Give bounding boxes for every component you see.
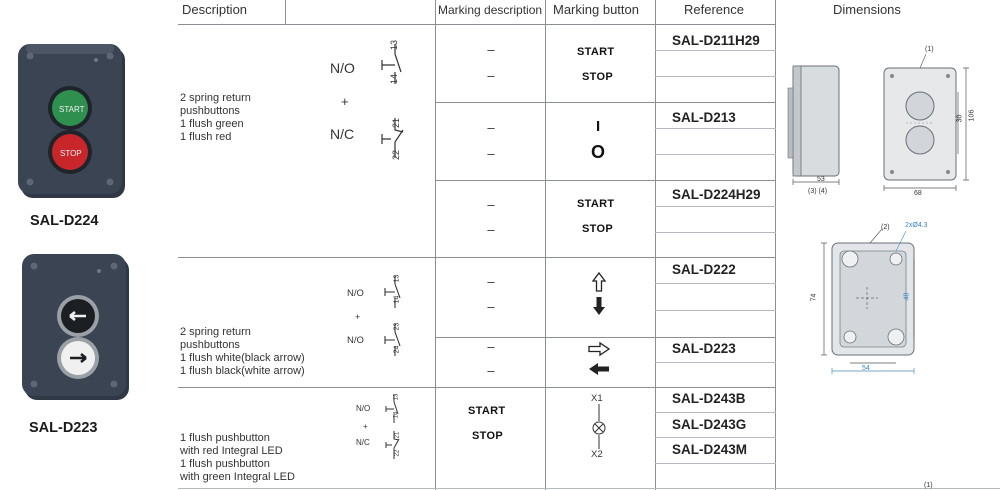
ref-subline [655, 76, 776, 77]
marking-button-symbol: O [591, 142, 606, 162]
contact-nc-label: N/C [330, 126, 355, 142]
ref-subline [655, 232, 776, 233]
header-rule [178, 24, 776, 25]
terminal-label: 14 [393, 411, 400, 419]
header-reference: Reference [684, 2, 744, 17]
description-line: 1 flush white(black arrow) [180, 352, 305, 364]
marking-description-dash: – [487, 197, 495, 212]
button-stop-label: STOP [60, 149, 82, 158]
group-separator [178, 387, 776, 388]
row-separator [435, 337, 776, 338]
terminal-label: 14 [393, 295, 401, 304]
reference-code: SAL-D224H29 [672, 187, 761, 202]
reference-code: SAL-D211H29 [672, 33, 760, 48]
arrow-up-outline-icon [592, 272, 606, 292]
marking-button-symbol: I [596, 118, 601, 135]
marking-description-dash: – [487, 299, 495, 314]
description-line: 2 spring return [180, 326, 251, 338]
marking-description-dash: – [487, 146, 495, 161]
terminal-label: 13 [393, 393, 400, 401]
bottom-rule [178, 488, 1000, 489]
marking-description-dash: – [487, 363, 495, 378]
marking-button-text: STOP [582, 71, 613, 83]
contact-no-label: N/O [347, 288, 364, 299]
contact-no-label: N/O [356, 404, 371, 413]
contact-no-label: N/O [330, 60, 355, 76]
terminal-label: 23 [393, 322, 401, 331]
reference-code: SAL-D243M [672, 442, 748, 457]
plus-sign: + [363, 422, 368, 431]
marking-description-dash: – [487, 339, 495, 354]
dimension-drawing-front [878, 48, 988, 208]
plus-sign: + [355, 312, 361, 322]
description-line: 1 flush red [180, 131, 232, 143]
description-line: 1 flush pushbutton [180, 458, 270, 470]
description-line: pushbuttons [180, 105, 240, 117]
hole-dimension-label: 2xØ4.3 [905, 222, 928, 229]
product-image-sal-d223 [22, 254, 132, 404]
dimension-label: 106 [968, 109, 976, 122]
dimension-label: 48 [903, 292, 911, 301]
callout-label: (2) [881, 224, 890, 231]
callout-label: (1) [924, 482, 933, 489]
description-line: pushbuttons [180, 339, 240, 351]
ref-subline [655, 310, 776, 311]
marking-button-text: START [577, 198, 615, 210]
ref-subline [655, 463, 776, 464]
col-divider [655, 24, 656, 25]
lamp-terminal-label: X2 [591, 449, 603, 460]
terminal-label: 14 [389, 73, 400, 85]
marking-description-text: STOP [472, 430, 503, 442]
ref-subline [655, 412, 776, 413]
ref-subline [655, 437, 776, 438]
model-label: SAL-D223 [29, 420, 98, 436]
dimension-label: (3) (4) [808, 188, 828, 195]
marking-description-dash: – [487, 274, 495, 289]
col-divider [655, 0, 656, 490]
row-separator [435, 180, 776, 181]
ref-subline [655, 362, 776, 363]
marking-description-text: START [468, 405, 506, 417]
header-marking-description: Marking description [438, 3, 543, 17]
lamp-terminal-label: X1 [591, 393, 603, 404]
description-line: with red Integral LED [180, 445, 283, 457]
terminal-label: 24 [393, 345, 401, 354]
marking-description-dash: – [487, 222, 495, 237]
reference-code: SAL-D222 [672, 262, 736, 277]
description-line: with green Integral LED [180, 471, 295, 483]
header-marking-button: Marking button [553, 2, 639, 17]
description-line: 1 flush pushbutton [180, 432, 270, 444]
ref-subline [655, 206, 776, 207]
dimension-label: 30 [956, 114, 964, 123]
callout-label: (1) [925, 46, 934, 53]
indicator-lamp-icon [592, 403, 606, 453]
ref-subline [655, 128, 776, 129]
description-line: 1 flush green [180, 118, 244, 130]
dimension-drawing-side [785, 58, 855, 208]
arrow-right-outline-icon [588, 342, 610, 356]
dimension-drawing-base [810, 225, 950, 375]
plus-sign: + [341, 94, 349, 109]
terminal-label: 13 [393, 274, 401, 283]
header-description: Description [182, 2, 248, 17]
col-divider [285, 0, 286, 24]
product-image-sal-d224 [18, 40, 128, 200]
model-label: SAL-D224 [30, 213, 99, 229]
ref-subline [655, 50, 776, 51]
button-start-label: START [59, 105, 85, 114]
row-separator [435, 102, 776, 103]
terminal-label: 22 [391, 149, 402, 161]
col-divider [775, 0, 776, 490]
reference-code: SAL-D223 [672, 341, 736, 356]
terminal-label: 13 [389, 39, 400, 51]
contact-no-label: N/O [347, 335, 364, 346]
dimension-label: 68 [914, 190, 922, 197]
terminal-label: 21 [391, 117, 402, 129]
marking-description-dash: – [487, 42, 495, 57]
terminal-label: 21 [394, 431, 401, 439]
reference-code: SAL-D243G [672, 417, 747, 432]
contact-nc-label: N/C [356, 438, 370, 447]
header-dimensions: Dimensions [833, 2, 901, 17]
marking-description-dash: – [487, 120, 495, 135]
dimension-label: 54 [862, 365, 870, 372]
ref-subline [655, 283, 776, 284]
ref-subline [655, 154, 776, 155]
description-line: 2 spring return [180, 92, 251, 104]
arrow-left-solid-icon [588, 362, 610, 376]
col-divider [545, 0, 546, 490]
arrow-down-solid-icon [592, 296, 606, 316]
marking-button-text: STOP [582, 223, 613, 235]
terminal-label: 22 [394, 449, 401, 457]
dimension-label: 74 [810, 293, 818, 302]
description-line: 1 flush black(white arrow) [180, 365, 305, 377]
group-separator [178, 257, 776, 258]
col-divider [435, 0, 436, 490]
dimension-label: 53 [817, 176, 825, 183]
reference-code: SAL-D213 [672, 110, 736, 125]
marking-button-text: START [577, 46, 615, 58]
marking-description-dash: – [487, 68, 495, 83]
reference-code: SAL-D243B [672, 391, 746, 406]
